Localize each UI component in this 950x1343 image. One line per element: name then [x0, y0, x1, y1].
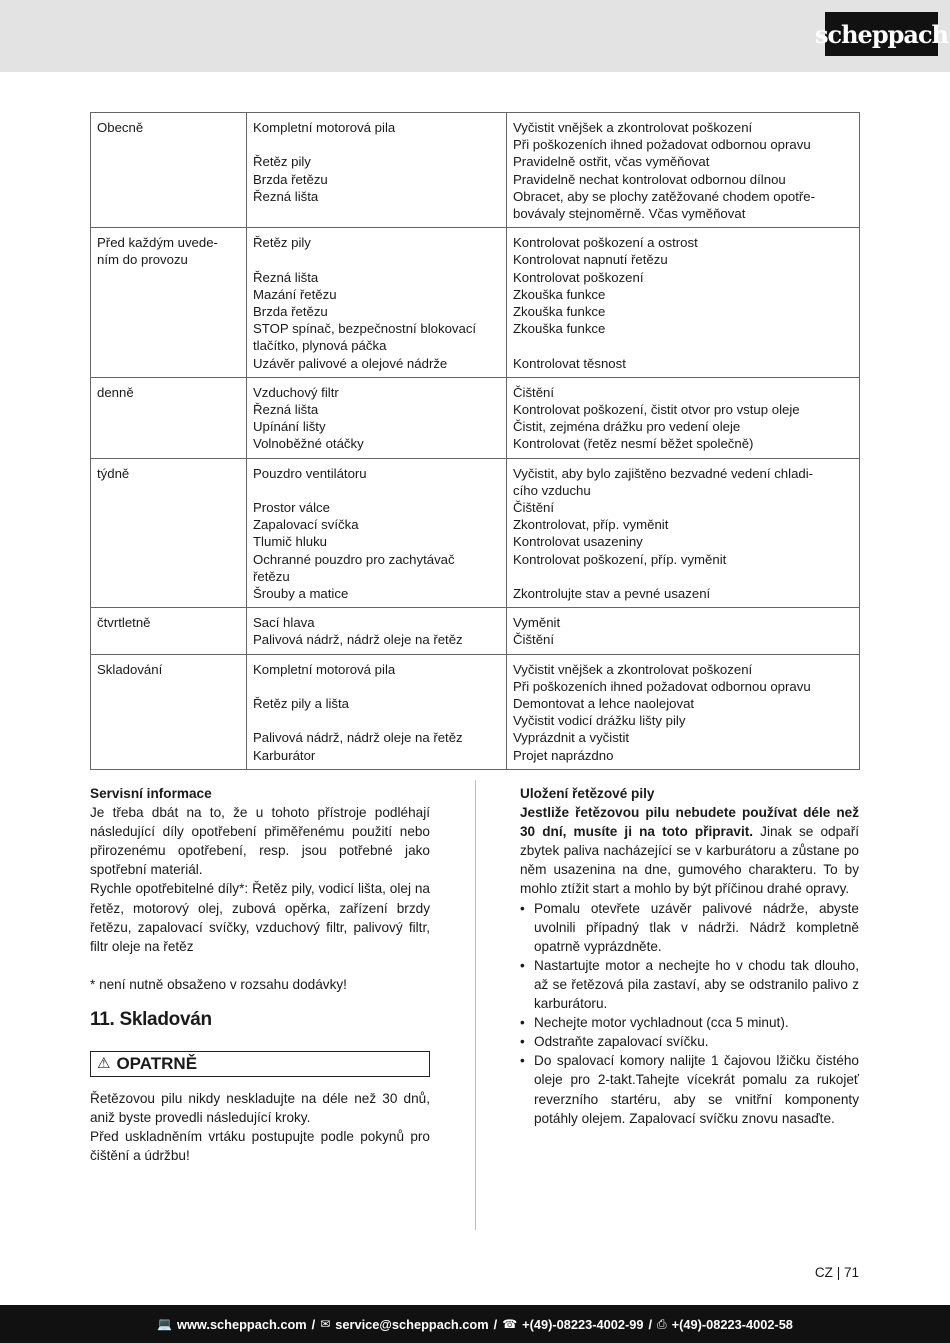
table-cell-line: Vyčistit, aby bylo zajištěno bezvadné vedení chladi-	[513, 465, 814, 481]
table-cell-line: Kontrolovat napnutí řetězu	[513, 252, 668, 268]
table-cell-line: Čištění	[513, 384, 555, 400]
list-item	[520, 1013, 859, 1032]
chainsaw-storage-heading: Uložení řetězové pily	[520, 786, 655, 801]
mail-icon: ✉	[320, 1317, 331, 1331]
service-info-paragraph: Je třeba dbát na to, že u tohoto přístroje podléhají následující díly opotřebení přiměřenému použití nebo přirozenému opotřebení, resp. jsou potřebné jako spotřební materiál.	[90, 805, 430, 878]
table-cell-line	[253, 136, 500, 153]
table-row	[91, 458, 860, 608]
table-cell-line: Uzávěr palivové a olejové nádrže	[253, 355, 448, 371]
table-cell-line: Kontrolovat poškození, příp. vyměnit	[513, 551, 727, 567]
list-item	[520, 956, 859, 1013]
table-cell-line: Zkontrolujte stav a pevné usazení	[513, 586, 711, 602]
table-cell-line: Kontrolovat poškození, čistit otvor pro vstup oleje	[513, 402, 800, 418]
warning-box	[90, 1051, 430, 1077]
phone-icon: ☎	[502, 1317, 518, 1331]
table-cell-line: Brzda řetězu	[253, 304, 328, 320]
storage-paragraph: Řetězovou pilu nikdy neskladujte na déle než 30 dnů, aniž byste provedli následující kroky.	[90, 1091, 430, 1126]
page-number-value: 71	[843, 1265, 859, 1280]
warning-triangle-icon: ⚠	[97, 1055, 111, 1073]
footer-fax: +(49)-08223-4002-58	[671, 1316, 793, 1332]
table-cell-line: Kontrolovat (řetěz nesmí běžet společně)	[513, 436, 754, 452]
table-cell-line: Čistit, zejména drážku pro vedení oleje	[513, 419, 741, 435]
table-actions-cell	[507, 377, 860, 458]
table-cell-line: Karburátor	[253, 747, 316, 763]
table-cell-line: Palivová nádrž, nádrž oleje na řetěz	[253, 730, 463, 746]
table-interval-cell	[91, 228, 247, 378]
table-interval-cell	[91, 608, 247, 654]
table-parts-cell	[247, 458, 507, 608]
table-cell-line: Řetěz pily	[253, 154, 311, 170]
table-cell-line: Před každým uvede-	[97, 235, 218, 251]
table-parts-cell	[247, 228, 507, 378]
footer-separator: /	[648, 1316, 653, 1332]
bullet-dot-icon: •	[520, 1034, 525, 1050]
service-info-heading: Servisní informace	[90, 786, 212, 801]
table-parts-cell	[247, 654, 507, 769]
bullet-dot-icon: •	[520, 900, 525, 916]
left-column	[90, 784, 430, 1165]
table-cell-line: Řetěz pily a lišta	[253, 696, 350, 712]
table-cell-line: Zapalovací svíčka	[253, 517, 359, 533]
maintenance-table-body	[91, 113, 860, 770]
table-actions-cell	[507, 608, 860, 654]
table-cell-line: Pravidelně ostřit, včas vyměňovat	[513, 154, 710, 170]
bullet-dot-icon: •	[520, 1015, 525, 1031]
table-cell-line: Vyčistit vnějšek a zkontrolovat poškození	[513, 120, 753, 135]
table-cell-line	[253, 482, 500, 499]
computer-icon: 💻	[157, 1317, 172, 1331]
table-row	[91, 377, 860, 458]
table-cell-line: Vyprázdnit a vyčistit	[513, 730, 630, 746]
table-interval-cell	[91, 113, 247, 228]
footer-email[interactable]: service@scheppach.com	[335, 1316, 489, 1332]
table-actions-cell	[507, 228, 860, 378]
intro-text: Jinak se odpaří zbytek paliva nacházející se v karburátoru a zůstane po něm usazenina na dne, gumového charakteru. To by mohlo ztížit start a mohlo by být příčinou drahé opravy.	[520, 824, 860, 897]
table-cell-line: cího vzduchu	[513, 482, 591, 498]
table-cell-line: denně	[97, 384, 134, 400]
chainsaw-storage-intro	[520, 803, 859, 898]
footer-separator: /	[493, 1316, 498, 1332]
table-cell-line: tlačítko, plynová páčka	[253, 338, 387, 354]
table-cell-line: Vyčistit vodicí drážku lišty pily	[513, 713, 686, 729]
table-cell-line: Při poškozeních ihned požadovat odbornou opravu	[513, 137, 811, 153]
table-parts-cell	[247, 113, 507, 228]
table-cell-line: Pouzdro ventilátoru	[253, 465, 367, 481]
table-cell-line	[513, 568, 853, 585]
footer-phone: +(49)-08223-4002-99	[522, 1316, 644, 1332]
table-row	[91, 654, 860, 769]
storage-steps-list	[520, 899, 859, 1128]
section-title: 11. Skladován	[90, 1008, 212, 1030]
table-parts-cell	[247, 377, 507, 458]
maintenance-table	[90, 112, 860, 770]
table-cell-line: Tlumič hluku	[253, 534, 328, 550]
list-item-text: Pomalu otevřete uzávěr palivové nádrže, abyste uvolnili případný tlak v nádrži. Nádrž kompletně opatrně vyprázdněte.	[534, 900, 859, 954]
warning-label: OPATRNĚ	[116, 1054, 198, 1074]
table-cell-line: řetězu	[253, 568, 290, 584]
table-cell-line: bovávaly stejnoměrně. Včas vyměňovat	[513, 206, 746, 222]
table-actions-cell	[507, 458, 860, 608]
table-cell-line: Zkouška funkce	[513, 286, 606, 302]
table-cell-line: Čištění	[513, 500, 555, 516]
column-divider	[475, 780, 476, 1230]
table-parts-cell	[247, 608, 507, 654]
table-cell-line: týdně	[97, 465, 130, 481]
brand-logo	[814, 12, 949, 56]
table-cell-line: Kompletní motorová pila	[253, 661, 396, 677]
fax-icon: ⎙	[657, 1316, 667, 1331]
table-cell-line: Projet naprázdno	[513, 747, 614, 763]
footer-separator: /	[311, 1316, 316, 1332]
footer-bar	[0, 1305, 950, 1343]
page-separator: |	[836, 1265, 841, 1280]
table-cell-line: Volnoběžné otáčky	[253, 436, 364, 452]
table-interval-cell	[91, 377, 247, 458]
list-item	[520, 899, 859, 956]
table-cell-line: čtvrtletně	[97, 615, 151, 631]
table-cell-line: Řezná lišta	[253, 402, 319, 418]
table-cell-line: Zkouška funkce	[513, 321, 606, 337]
table-cell-line: Demontovat a lehce naolejovat	[513, 696, 695, 712]
table-cell-line	[253, 712, 500, 729]
list-item-text: Nechejte motor vychladnout (cca 5 minut).	[534, 1015, 789, 1031]
table-cell-line: Vyměnit	[513, 615, 561, 631]
table-cell-line: Řetěz pily	[253, 235, 311, 251]
header-band	[0, 0, 950, 72]
table-cell-line: Prostor válce	[253, 500, 330, 516]
right-column	[520, 784, 859, 1128]
list-item-text: Nastartujte motor a nechejte ho v chodu tak dlouho, až se řetězová pila zastaví, aby se odstranilo palivo z karburátoru.	[534, 957, 859, 1012]
page-number	[815, 1265, 859, 1280]
table-cell-line: Vzduchový filtr	[253, 384, 339, 400]
list-item	[520, 1032, 859, 1051]
table-cell-line: Zkontrolovat, příp. vyměnit	[513, 517, 669, 533]
table-row	[91, 608, 860, 654]
table-cell-line: STOP spínač, bezpečnostní blokovací	[253, 321, 477, 337]
table-cell-line: Kontrolovat poškození a ostrost	[513, 235, 698, 251]
table-cell-line: Při poškozeních ihned požadovat odbornou opravu	[513, 678, 811, 694]
footer-website[interactable]: www.scheppach.com	[177, 1316, 307, 1332]
table-cell-line: Kontrolovat usazeniny	[513, 534, 643, 550]
wear-parts-paragraph: Rychle opotřebitelné díly*: Řetěz pily, vodicí lišta, olej na řetěz, motorový olej, zubová opěrka, zařízení brzdy řetězu, zapalovací svíčky, vzduchový filtr, palivový filtr, filtr oleje na řetěz	[90, 881, 430, 954]
table-actions-cell	[507, 113, 860, 228]
table-cell-line: Řezná lišta	[253, 269, 319, 285]
table-cell-line: Obecně	[97, 120, 144, 135]
table-cell-line: Skladování	[97, 661, 163, 677]
list-item-text: Do spalovací komory nalijte 1 čajovou lžičku čistého oleje pro 2-takt.Tahejte vícekrát pomalu za rukojeť reverzního startéru, aby se vnitřní komponenty potáhly olejem. Zapalovací svíčku znovu nasaďte.	[534, 1053, 859, 1126]
table-cell-line: Ochranné pouzdro pro zachytávač	[253, 551, 455, 567]
table-cell-line: Mazání řetězu	[253, 286, 337, 302]
table-cell-line: Čištění	[513, 632, 555, 648]
table-cell-line: Šrouby a matice	[253, 586, 349, 602]
page-language: CZ	[814, 1265, 833, 1280]
table-cell-line: Obracet, aby se plochy zatěžované chodem opotře-	[513, 188, 816, 204]
delivery-footnote: * není nutně obsaženo v rozsahu dodávky!	[90, 976, 347, 992]
table-interval-cell	[91, 458, 247, 608]
table-cell-line: Upínání lišty	[253, 419, 326, 435]
table-cell-line: Zkouška funkce	[513, 304, 606, 320]
table-interval-cell	[91, 654, 247, 769]
list-item	[520, 1051, 859, 1127]
table-cell-line: Sací hlava	[253, 615, 315, 631]
table-cell-line: Řezná lišta	[253, 188, 319, 204]
table-cell-line	[253, 251, 500, 268]
table-cell-line	[253, 678, 500, 695]
table-row	[91, 228, 860, 378]
bullet-dot-icon: •	[520, 1053, 525, 1069]
table-cell-line: Palivová nádrž, nádrž oleje na řetěz	[253, 632, 463, 648]
intro-bold-text: Jestliže řetězovou pilu nebudete používat déle než 30 dní, musíte ji na toto připravit.	[520, 805, 859, 840]
list-item-text: Odstraňte zapalovací svíčku.	[534, 1034, 709, 1050]
table-cell-line: Kontrolovat těsnost	[513, 355, 626, 371]
table-row	[91, 113, 860, 228]
storage-cleaning-paragraph: Před uskladněním vrtáku postupujte podle pokynů pro čištění a údržbu!	[90, 1129, 430, 1164]
table-cell-line: Kompletní motorová pila	[253, 120, 396, 135]
table-cell-line: Vyčistit vnějšek a zkontrolovat poškození	[513, 661, 753, 677]
table-cell-line	[513, 337, 853, 354]
table-cell-line: Brzda řetězu	[253, 171, 328, 187]
table-cell-line: ním do provozu	[97, 252, 188, 268]
bullet-dot-icon: •	[520, 957, 525, 973]
table-actions-cell	[507, 654, 860, 769]
table-cell-line: Kontrolovat poškození	[513, 269, 644, 285]
brand-logo-text: scheppach	[814, 19, 949, 49]
table-cell-line: Pravidelně nechat kontrolovat odbornou dílnou	[513, 171, 786, 187]
